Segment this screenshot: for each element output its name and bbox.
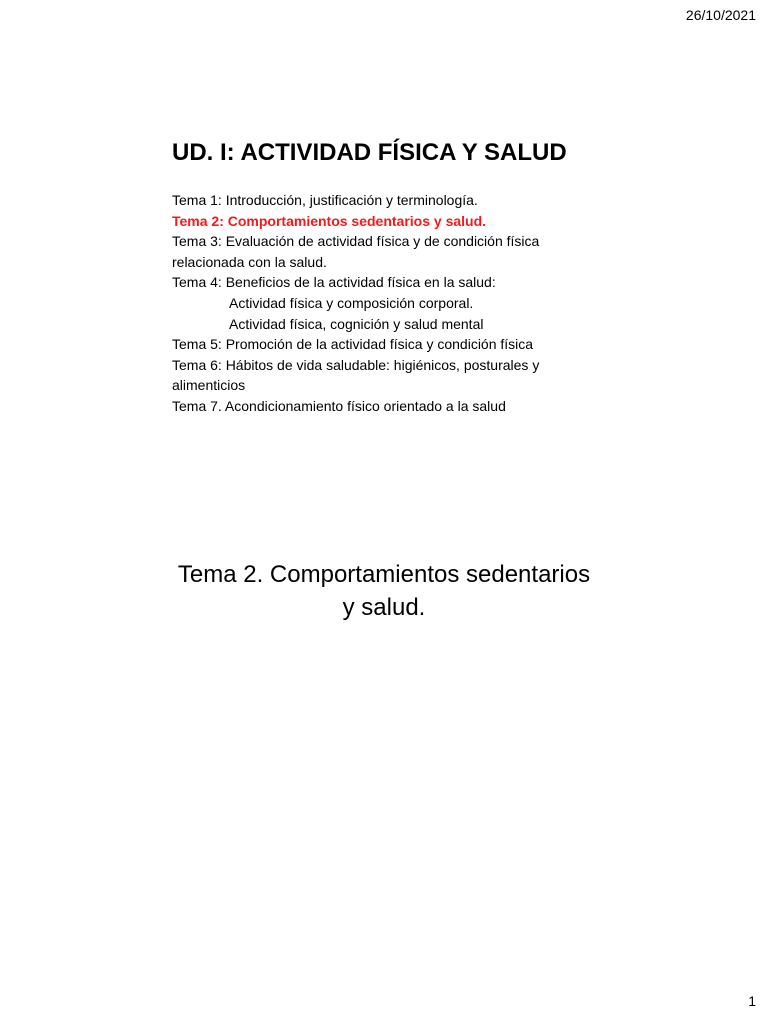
slide-date: 26/10/2021 xyxy=(685,7,756,23)
page-number: 1 xyxy=(748,993,756,1009)
topic-subline-cognicion: Actividad física, cognición y salud mental xyxy=(229,315,484,332)
slide-unit-overview xyxy=(172,138,642,417)
unit-title: UD. I: ACTIVIDAD FÍSICA Y SALUD xyxy=(172,139,567,166)
topic-line-tema-4: Tema 4: Beneficios de la actividad física en la salud: xyxy=(172,274,496,291)
topic-title-line-1: Tema 2. Comportamientos sedentarios xyxy=(177,561,591,588)
topic-subline-composicion: Actividad física y composición corporal. xyxy=(229,294,474,311)
topic-title-line-2: y salud. xyxy=(342,594,426,621)
topic-line-tema-3: Tema 3: Evaluación de actividad física y de condición física xyxy=(172,233,540,250)
topic-line-tema-7: Tema 7. Acondicionamiento físico orientado a la salud xyxy=(172,397,506,414)
topic-list xyxy=(172,190,642,417)
topic-line-tema-3-cont: relacionada con la salud. xyxy=(172,253,327,270)
slide-topic-title xyxy=(140,558,628,624)
topic-line-tema-6-cont: alimenticios xyxy=(172,377,246,394)
topic-line-tema-1: Tema 1: Introducción, justificación y terminología. xyxy=(172,192,478,208)
topic-line-tema-2-highlighted: Tema 2: Comportamientos sedentarios y salud. xyxy=(172,212,487,229)
topic-line-tema-6: Tema 6: Hábitos de vida saludable: higiénicos, posturales y xyxy=(172,356,540,373)
topic-line-tema-5: Tema 5: Promoción de la actividad física y condición física xyxy=(172,336,534,353)
